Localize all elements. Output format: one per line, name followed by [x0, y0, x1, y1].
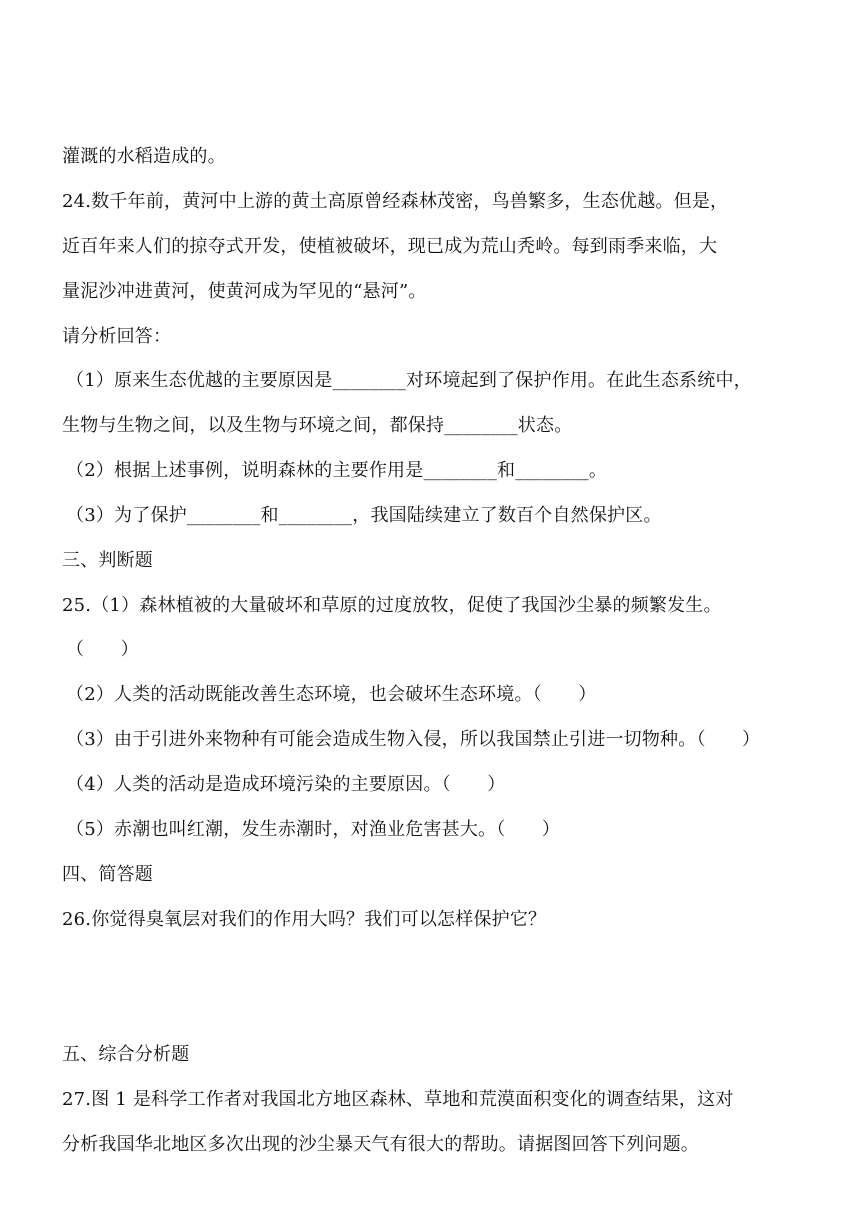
- question-24-line-2: 近百年来人们的掠夺式开发，使植被破坏，现已成为荒山秃岭。每到雨季来临，大: [62, 236, 718, 257]
- question-26: 26.你觉得臭氧层对我们的作用大吗？我们可以怎样保护它？: [62, 909, 547, 930]
- question-25-item-1: 25.（1）森林植被的大量破坏和草原的过度放牧，促使了我国沙尘暴的频繁发生。: [62, 595, 722, 616]
- question-24-prompt: 请分析回答：: [62, 326, 172, 347]
- question-27-line-1: 27.图 1 是科学工作者对我国北方地区森林、草地和荒漠面积变化的调查结果，这对: [62, 1089, 734, 1110]
- question-24-part-1-line-2: 生物与生物之间，以及生物与环境之间，都保持________状态。: [62, 415, 573, 436]
- question-27-line-2: 分析我国华北地区多次出现的沙尘暴天气有很大的帮助。请据图回答下列问题。: [62, 1134, 699, 1155]
- question-25-item-1-answer: （ ）: [66, 639, 139, 660]
- question-25-item-3: （3）由于引进外来物种有可能会造成生物入侵，所以我国禁止引进一切物种。（ ）: [66, 729, 761, 750]
- text-line-continuation: 灌溉的水稻造成的。: [62, 146, 226, 167]
- question-25-item-4: （4）人类的活动是造成环境污染的主要原因。（ ）: [66, 774, 506, 795]
- question-25-item-5: （5）赤潮也叫红潮，发生赤潮时，对渔业危害甚大。（ ）: [66, 819, 561, 840]
- question-24-part-3: （3）为了保护________和________，我国陆续建立了数百个自然保护区。: [66, 505, 662, 526]
- question-24-line-3: 量泥沙冲进黄河，使黄河成为罕见的“悬河”。: [62, 281, 427, 302]
- section-heading-analysis: 五、综合分析题: [62, 1044, 190, 1065]
- question-25-item-2: （2）人类的活动既能改善生态环境，也会破坏生态环境。（ ）: [66, 684, 597, 705]
- section-heading-true-false: 三、判断题: [62, 550, 153, 571]
- section-heading-short-answer: 四、简答题: [62, 864, 153, 885]
- question-24-part-2: （2）根据上述事例，说明森林的主要作用是________和________。: [66, 460, 608, 481]
- question-24-part-1-line-1: （1）原来生态优越的主要原因是________对环境起到了保护作用。在此生态系统中，: [66, 370, 752, 391]
- question-24-line-1: 24.数千年前，黄河中上游的黄土高原曾经森林茂密，鸟兽繁多，生态优越。但是，: [62, 191, 729, 212]
